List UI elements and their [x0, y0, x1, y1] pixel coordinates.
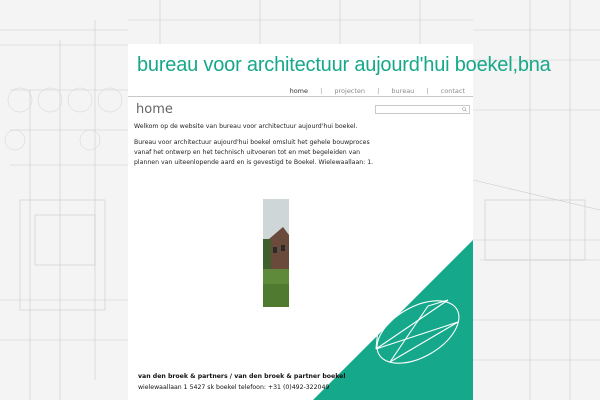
nav-separator: |: [377, 87, 380, 95]
nav-item-home[interactable]: home: [289, 87, 309, 95]
nav-separator: |: [426, 87, 429, 95]
brand-graphic: [128, 44, 473, 400]
content-panel: [128, 44, 551, 400]
body-text: Bureau voor architectuur aujourd'hui boekel omsluit het gehele bouwproces vanaf het ontwerp en het technisch uitvoeren tot en met begeleiden van plannen van uiteenlopende aard en is gevestigd te Boekel. Wielewaallaan: 1.: [134, 139, 374, 166]
site-title[interactable]: bureau voor architectuur aujourd'hui boekel,bna: [137, 54, 551, 76]
nav-item-projecten[interactable]: projecten: [334, 87, 366, 95]
footer-company: van den broek & partners / van den broek & partner boekel: [138, 373, 346, 380]
nav-separator: |: [320, 87, 323, 95]
page-title: home: [136, 102, 173, 117]
footer: [138, 371, 345, 393]
nav-item-bureau[interactable]: bureau: [391, 87, 415, 95]
nav-item-contact[interactable]: contact: [440, 87, 465, 95]
footer-address: wielewaallaan 1 5427 sk boekel telefoon: +31 (0)492-322049: [138, 384, 330, 391]
intro-text: Welkom op de website van bureau voor architectuur aujourd'hui boekel.: [134, 123, 358, 130]
